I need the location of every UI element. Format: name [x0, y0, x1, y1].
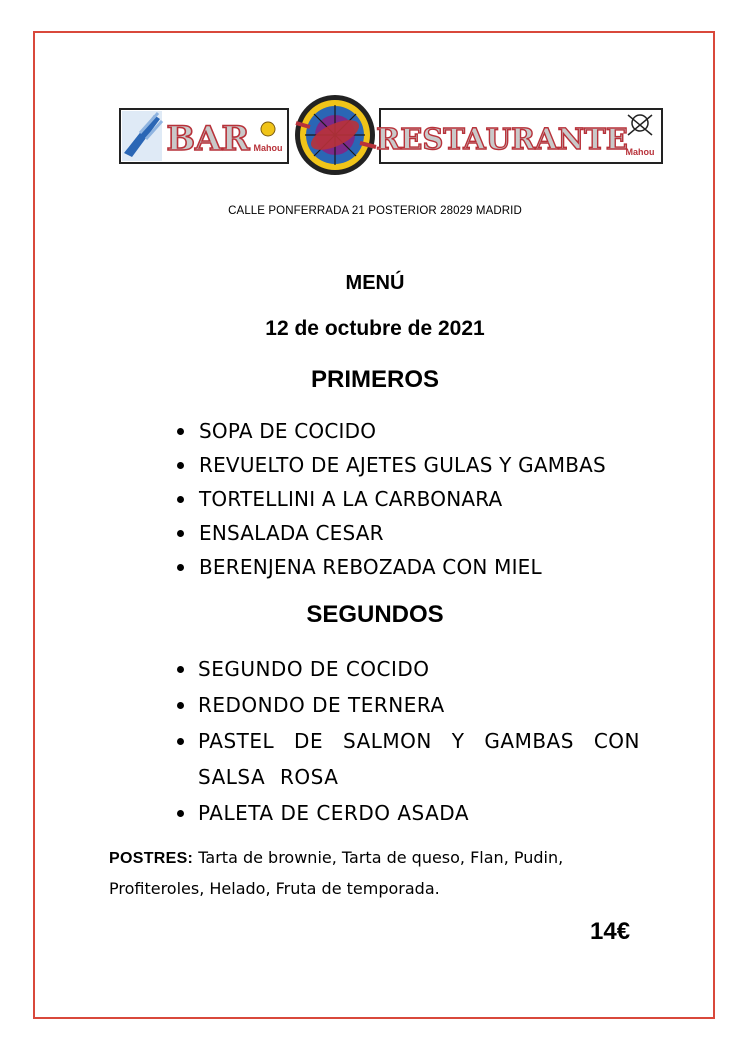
list-item — [198, 687, 640, 723]
restaurante-sign — [376, 109, 662, 163]
dish-name: SEGUNDO DE COCIDO — [198, 657, 430, 681]
bullet-icon — [177, 530, 184, 537]
restaurant-banner-logo — [110, 93, 670, 181]
dish-name: ENSALADA CESAR — [199, 521, 384, 545]
menu-title: MENÚ — [345, 272, 405, 294]
primeros-list — [199, 414, 606, 584]
mahou-logo-right: Mahou — [625, 147, 655, 157]
menu-price: 14€ — [590, 918, 631, 945]
list-item — [199, 550, 606, 584]
dish-name: REVUELTO DE AJETES GULAS Y GAMBAS — [199, 453, 606, 477]
bullet-icon — [177, 810, 184, 817]
list-item — [199, 414, 606, 448]
svg-text:Mahou: Mahou — [253, 143, 283, 153]
dish-name: PASTEL DE SALMON Y GAMBAS CON SALSA ROSA — [198, 729, 640, 789]
list-item — [198, 651, 640, 687]
postres-label: POSTRES: — [109, 850, 194, 867]
dish-name: BERENJENA REBOZADA CON MIEL — [199, 555, 542, 579]
bullet-icon — [177, 564, 184, 571]
dish-name: SOPA DE COCIDO — [199, 419, 377, 443]
bar-sign — [120, 109, 288, 163]
bar-label: BAR — [166, 119, 250, 159]
restaurant-address: CALLE PONFERRADA 21 POSTERIOR 28029 MADRID — [228, 205, 522, 217]
bullet-icon — [177, 428, 184, 435]
dish-name: PALETA DE CERDO ASADA — [198, 801, 469, 825]
bullet-icon — [177, 666, 184, 673]
dish-name: REDONDO DE TERNERA — [198, 693, 445, 717]
segundos-list — [198, 651, 640, 831]
dish-name: TORTELLINI A LA CARBONARA — [199, 487, 503, 511]
list-item — [198, 795, 640, 831]
bullet-icon — [177, 702, 184, 709]
postres-text: Tarta de brownie, Tarta de queso, Flan, Pudin, Profiteroles, Helado, Fruta de temporada. — [109, 848, 564, 898]
postres-section — [109, 843, 639, 904]
bullet-icon — [177, 738, 184, 745]
bullet-icon — [177, 496, 184, 503]
bullet-icon — [177, 462, 184, 469]
restaurante-label: RESTAURANTE — [376, 122, 628, 156]
list-item — [199, 516, 606, 550]
center-emblem — [295, 95, 376, 175]
segundos-heading: SEGUNDOS — [306, 601, 444, 628]
list-item — [199, 448, 606, 482]
primeros-heading: PRIMEROS — [310, 366, 439, 393]
list-item — [198, 723, 640, 795]
menu-date: 12 de octubre de 2021 — [265, 317, 485, 340]
list-item — [199, 482, 606, 516]
